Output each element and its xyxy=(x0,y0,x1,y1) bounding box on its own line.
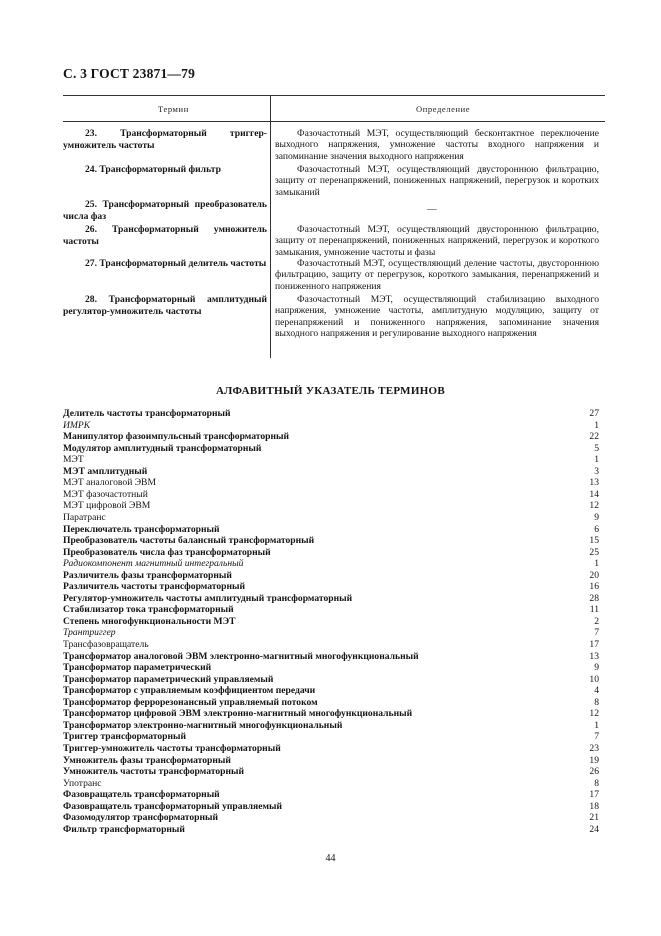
index-entry-term: МЭТ цифровой ЭВМ xyxy=(63,500,151,512)
index-entry xyxy=(63,766,599,778)
index-entry xyxy=(63,755,599,767)
definition-27: Фазочастотный МЭТ, осуществляющий деление частоты, двустороннюю фильтрацию, защиту от перегрузок, короткого замыкания, перенапряжений и пониженного напряжения xyxy=(275,258,599,292)
term-27: 27. Трансформаторный делитель частоты xyxy=(85,258,267,269)
index-entry-number: 10 xyxy=(589,673,599,685)
index-entry-term: Степень многофункциональности МЭТ xyxy=(63,615,236,627)
index-entry-term: Умножитель частоты трансформаторный xyxy=(63,766,245,778)
index-entry-term: МЭТ фазочастотный xyxy=(63,488,148,500)
index-entry-term: Трансформатор аналоговой ЭВМ электронно-магнитный многофункциональный xyxy=(63,650,419,662)
index-entry-term: Триггер трансформаторный xyxy=(63,731,187,743)
index-entry-number: 13 xyxy=(589,650,599,662)
index-entry-term: Фазовращатель трансформаторный xyxy=(63,789,220,801)
index-entry xyxy=(63,570,599,582)
index-entry-number: 12 xyxy=(589,500,599,512)
index-entry-term: Трансформатор электронно-магнитный многофункциональный xyxy=(63,719,343,731)
index-entry-number: 24 xyxy=(589,823,599,835)
index-entry xyxy=(63,454,599,466)
index-entry-term: Употранс xyxy=(63,777,102,789)
table-column-divider xyxy=(270,95,271,358)
index-entry xyxy=(63,466,599,478)
index-entry xyxy=(63,524,599,536)
table-header xyxy=(63,95,605,122)
index-entry-term: Стабилизатор тока трансформаторный xyxy=(63,604,234,616)
index-entry-term: Фазовращатель трансформаторный управляемый xyxy=(63,800,283,812)
index-entry-number: 22 xyxy=(589,431,599,443)
page-number: 44 xyxy=(325,853,336,864)
index-entry xyxy=(63,431,599,443)
term-23: 23. Трансформаторный триггер-умножитель частоты xyxy=(63,128,267,151)
index-entry xyxy=(63,627,599,639)
index-entry-term: Регулятор-умножитель частоты амплитудный трансформаторный xyxy=(63,592,353,604)
column-header-term: Термин xyxy=(158,104,189,114)
index-entry xyxy=(63,489,599,501)
index-entry-number: 1 xyxy=(594,419,599,431)
index-entry-term: Фильтр трансформаторный xyxy=(63,823,185,835)
index-entry-number: 17 xyxy=(589,639,599,650)
index-entry-number: 18 xyxy=(589,800,599,812)
index-entry-number: 6 xyxy=(594,523,599,535)
index-entry-number: 2 xyxy=(594,615,599,627)
index-entry-term: МЭТ аналоговой ЭВМ xyxy=(63,477,156,489)
definition-23: Фазочастотный МЭТ, осуществляющий бесконтактное переключение выходного напряжения, умножение частоты входного напряжения и запоминание значения выходного напряжения xyxy=(275,128,599,162)
index-entry-number: 14 xyxy=(589,488,599,500)
term-24: 24. Трансформаторный фильтр xyxy=(85,164,221,175)
table-top-rule xyxy=(63,95,605,96)
index-entry xyxy=(63,420,599,432)
index-entry-term: Трансфазовращатель xyxy=(63,639,149,650)
index-entry-number: 27 xyxy=(589,408,599,419)
index-entry xyxy=(63,547,599,559)
index-entry-number: 21 xyxy=(589,812,599,824)
index-entry-number: 8 xyxy=(594,777,599,789)
index-entry-number: 23 xyxy=(589,742,599,754)
index-entry xyxy=(63,697,599,709)
index-entry-term: Трансформатор феррорезонансный управляемый потоком xyxy=(63,696,318,708)
index-entry-term: МЭТ амплитудный xyxy=(63,465,148,477)
index-entry xyxy=(63,593,599,605)
index-entry xyxy=(63,604,599,616)
term-28: 28. Трансформаторный амплитудный регулятор-умножитель частоты xyxy=(63,294,267,317)
index-entry-term: Триггер-умножитель частоты трансформаторный xyxy=(63,742,281,754)
index-entry-number: 3 xyxy=(594,465,599,477)
index-entry-number: 1 xyxy=(594,454,599,466)
index-entry-number: 15 xyxy=(589,535,599,547)
definition-26: Фазочастотный МЭТ, осуществляющий двустороннюю фильтрацию, защиту от перенапряжений, пониженных напряжений, перегрузок и короткого замыкания, умножение частоты и фазы xyxy=(275,224,599,258)
index-entry-term: Переключатель трансформаторный xyxy=(63,523,220,535)
term-25: 25. Трансформаторный преобразователь числа фаз xyxy=(63,199,267,222)
index-entry xyxy=(63,477,599,489)
index-entry-term: Паратранс xyxy=(63,511,106,523)
index-entry-number: 1 xyxy=(594,719,599,731)
definition-24: Фазочастотный МЭТ, осуществляющий двустороннюю фильтрацию, защиту от перенапряжений, пониженных напряжений, перегрузок и коротких замыканий xyxy=(275,164,599,198)
index-entry-number: 25 xyxy=(589,546,599,558)
index-entry-number: 5 xyxy=(594,442,599,454)
index-entry-number: 8 xyxy=(594,696,599,708)
index-entry-term: Трансформатор параметрический xyxy=(63,662,212,674)
definition-28: Фазочастотный МЭТ, осуществляющий стабилизацию выходного напряжения, умножение частоты, амплитудную модуляцию, защиту от перенапряжений и пониженного напряжения, запоминание значения выходного напряжения и регулирование выходного напряжения xyxy=(275,294,599,340)
index-entry-term: Делитель частоты трансформаторный xyxy=(63,408,231,419)
index-title: АЛФАВИТНЫЙ УКАЗАТЕЛЬ ТЕРМИНОВ xyxy=(215,385,446,397)
index-entry-number: 7 xyxy=(594,731,599,743)
index-entry-term: Трансформатор параметрический управляемый xyxy=(63,673,274,685)
index-entry-term: Умножитель фазы трансформаторный xyxy=(63,754,231,766)
index-entry-number: 13 xyxy=(589,477,599,489)
index-entry xyxy=(63,789,599,801)
index-entry xyxy=(63,639,599,651)
index-entry-term: Преобразователь числа фаз трансформаторный xyxy=(63,546,271,558)
index-entry-number: 26 xyxy=(589,766,599,778)
index-entry xyxy=(63,743,599,755)
index-entry-number: 28 xyxy=(589,592,599,604)
index-entry xyxy=(63,558,599,570)
term-26: 26. Трансформаторный умножитель частоты xyxy=(63,224,267,247)
index-entry xyxy=(63,408,599,420)
index-entry xyxy=(63,812,599,824)
column-header-definition: Определение xyxy=(416,104,471,114)
index-entry xyxy=(63,801,599,813)
index-entry xyxy=(63,720,599,732)
index-entry xyxy=(63,674,599,686)
index-entry xyxy=(63,824,599,836)
index-entry xyxy=(63,616,599,628)
index-entry xyxy=(63,685,599,697)
index-entry-number: 7 xyxy=(594,627,599,639)
index-entry-term: ИМРК xyxy=(63,419,91,431)
index-entry xyxy=(63,512,599,524)
index-entry-term: МЭТ xyxy=(63,454,84,466)
index-entry xyxy=(63,778,599,790)
index-entry-term: Различитель фазы трансформаторный xyxy=(63,569,232,581)
index-entry-term: Различитель частоты трансформаторный xyxy=(63,581,246,593)
index-entry-term: Фазомодулятор трансформаторный xyxy=(63,812,219,824)
index-entry-term: Трансформатор цифровой ЭВМ электронно-магнитный многофункциональный xyxy=(63,708,413,720)
index-entry-term: Трансформатор с управляемым коэффициентом передачи xyxy=(63,685,316,697)
page-header: С. 3 ГОСТ 23871—79 xyxy=(63,66,196,81)
index-entry-number: 19 xyxy=(589,754,599,766)
index-entry-number: 11 xyxy=(589,604,599,616)
index-entry-term: Радиокомпонент магнитный интегральный xyxy=(63,558,244,570)
index-entry-number: 9 xyxy=(594,662,599,674)
index-entry xyxy=(63,535,599,547)
index-entry xyxy=(63,662,599,674)
index-entry xyxy=(63,500,599,512)
index-entry-number: 4 xyxy=(594,685,599,697)
index-entry-term: Манипулятор фазоимпульсный трансформаторный xyxy=(63,431,290,443)
index-entry xyxy=(63,731,599,743)
index-entry-number: 16 xyxy=(589,581,599,593)
index-entry xyxy=(63,708,599,720)
index-entry-number: 9 xyxy=(594,511,599,523)
index-entry xyxy=(63,651,599,663)
definition-25: — xyxy=(427,204,437,215)
index-entry-term: Трантриггер xyxy=(63,627,116,639)
index-entry xyxy=(63,581,599,593)
index-entry-number: 20 xyxy=(589,569,599,581)
index-entry-number: 12 xyxy=(589,708,599,720)
index-entry-term: Преобразователь частоты балансный трансформаторный xyxy=(63,535,315,547)
index-entry xyxy=(63,443,599,455)
index-entry-term: Модулятор амплитудный трансформаторный xyxy=(63,442,262,454)
index-entry-number: 1 xyxy=(594,558,599,570)
index-entry-number: 17 xyxy=(589,789,599,801)
